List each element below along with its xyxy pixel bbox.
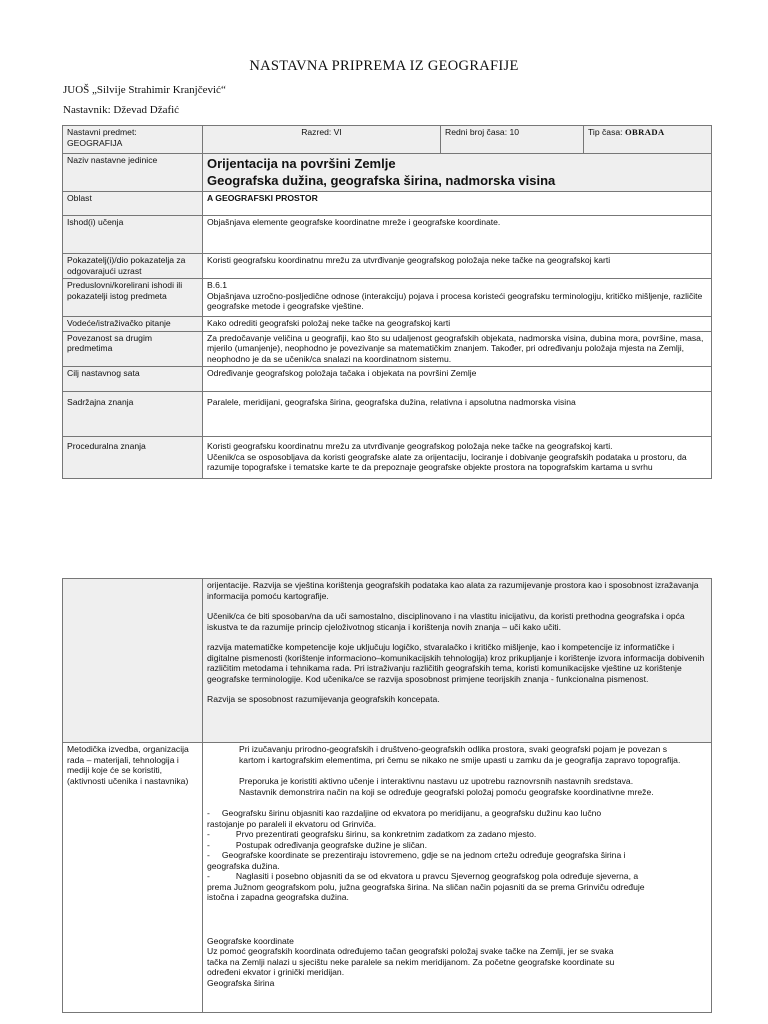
bullet-5-cont-1: prema Južnom geografskom polu, južna geografska širina. Na sličan način pojasniti da se prema Grinviču određuje (207, 881, 645, 892)
continued-paragraph-4: Razvija se sposobnost razumijevanja geografskih koncepata. (207, 694, 440, 704)
table-row (63, 437, 712, 479)
continued-label-cell (63, 579, 203, 743)
outcomes-value: Objašnjava elemente geografske koordinatne mreže i geografske koordinate. (203, 216, 712, 254)
method-line-2: kartom i kartografskim elementima, pri čemu se nikako ne smije upasti u zamku da je geografija zapravo topografija. (239, 754, 681, 765)
lesson-plan-table-2 (62, 578, 712, 1013)
table-row (63, 154, 712, 192)
lesson-type-cell (584, 126, 712, 154)
bullet-1-text: Geografsku širinu objasniti kao razdaljine od ekvatora po meridijanu, a geografsku dužinu kao lučno (221, 808, 602, 818)
links-value: Za predočavanje veličina u geografiji, kao što su udaljenost geografskih objekata, nadmorska visina, dubina mora, površine, masa, mjerilo (umanjenje), neophodno je povezivanje sa matematičkim znanjem. Također, pri određivanju položaja mjesta na Zemlji, neophodno je da se učenik/ca snalazi na koordinatnom sistemu. (203, 331, 712, 367)
bullet-5 (207, 871, 707, 882)
table-row (63, 254, 712, 279)
goal-label: Cilj nastavnog sata (63, 367, 203, 392)
bullet-dash: - (207, 808, 210, 818)
bullet-5-text: Naglasiti i posebno objasniti da se od ekvatora u pravcu Sjevernog geografskog pola određuje sjeverna, a (235, 871, 639, 881)
correlated-cell (203, 279, 712, 317)
table-row (63, 392, 712, 437)
unit-label: Naziv nastavne jedinice (63, 154, 203, 192)
table-row (63, 192, 712, 216)
document-title: NASTAVNA PRIPREMA IZ GEOGRAFIJE (249, 58, 519, 74)
correlated-label: Preduslovni/korelirani ishodi ili pokazatelji istog predmeta (63, 279, 203, 317)
table-row (63, 126, 712, 154)
procedural-line-2: Učenik/ca se osposobljava da koristi geografske alate za orijentaciju, lociranje i dobivanje geografskih podataka u prostoru, da razumije topografske i tematske karte te da prepoznaje geografske objekte prostora na topografskim kartama u svrhu (207, 451, 687, 472)
bullet-2 (207, 829, 707, 840)
lesson-type-value: OBRADA (624, 127, 665, 137)
question-value: Kako odrediti geografski položaj neke tačke na geografskoj karti (203, 317, 712, 332)
method-cell (203, 743, 712, 1013)
bullet-2-text: Prvo prezentirati geografsku širinu, sa konkretnim zadatkom za zadano mjesto. (235, 829, 537, 839)
table-row (63, 317, 712, 332)
area-value: A GEOGRAFSKI PROSTOR (203, 192, 712, 216)
lesson-plan-table-1 (62, 125, 712, 479)
coordinates-line-2: tačka na Zemlji nalazi u sjecištu neke paralele sa nekim meridijanom. Za početne geografske koordinate su (207, 956, 615, 967)
subject-value: GEOGRAFIJA (67, 137, 123, 148)
continued-paragraph-2: Učenik/ca će biti sposoban/na da uči samostalno, disciplinovano i na vlastitu inicijativu, da koristi prethodna geografska i opća iskustva te da razumije princip cjeloživotnog sticanja i korištenja novih znanja – uči kako učiti. (207, 611, 685, 632)
grade-cell: Razred: VI (203, 126, 441, 154)
goal-value: Određivanje geografskog položaja tačaka i objekata na površini Zemlje (203, 367, 712, 392)
bullet-4-text: Geografske koordinate se prezentiraju istovremeno, gdje se na jednom crtežu određuje geografska širina i (221, 850, 626, 860)
continued-paragraph-3: razvija matematičke kompetencije koje uključuju logičko, stvaralačko i kritičko mišljenje, kao i kompetencije iz informatičke i digitalne pismenosti (korištenje informaciono–komunikacijskih tehnologija) kroz prikupljanje i korištenje izvora informacija dobivenih različitim metodama i tehnikama rada. Pri istraživanju različitih geografskih tema, koristi komunikacijske vještine uz korištenje geografske terminologije. Kod učenika/ce se razvija sposobnost primjene teorijskih znanja - funkcionalna pismenost. (207, 642, 705, 684)
method-line-4: Nastavnik demonstrira način na koji se određuje geografski položaj pomoću geografske koordinativne mreže. (239, 786, 654, 797)
subject-label: Nastavni predmet: (67, 127, 137, 137)
table-row (63, 743, 712, 1013)
procedural-line-1: Koristi geografsku koordinatnu mrežu za utvrđivanje geografskog položaja neke tačke na geografskoj karti. (207, 441, 613, 451)
coordinates-line-3: određeni ekvator i grinički meridijan. (207, 967, 345, 977)
method-line-1: Pri izučavanju prirodno-geografskih i društveno-geografskih odlika prostora, svaki geografski pojam je povezan s (239, 744, 668, 754)
table-row (63, 279, 712, 317)
links-label: Povezanost sa drugim predmetima (63, 331, 203, 367)
school-name: JUOŠ „Silvije Strahimir Kranjčević“ (63, 84, 226, 96)
subject-cell (63, 126, 203, 154)
indicators-value: Koristi geografsku koordinatnu mrežu za utvrđivanje geografskog položaja neke tačke na geografskoj karti (203, 254, 712, 279)
procedural-cell (203, 437, 712, 479)
bullet-1 (207, 808, 707, 819)
bullet-1-cont: rastojanje po paraleli il ekvatoru od Grinviča. (207, 818, 377, 829)
bullet-3 (207, 840, 707, 851)
lesson-type-label: Tip časa: (588, 127, 623, 137)
bullet-dash: - (207, 850, 210, 860)
content-label: Sadržajna znanja (63, 392, 203, 437)
teacher-name: Nastavnik: Dževad Džafić (63, 104, 180, 116)
table-row (63, 579, 712, 743)
unit-title-1: Orijentacija na površini Zemlje (207, 156, 396, 171)
indicators-label: Pokazatelj(i)/dio pokazatelja za odgovarajući uzrast (63, 254, 203, 279)
outcomes-label: Ishod(i) učenja (63, 216, 203, 254)
lesson-number-cell: Redni broj časa: 10 (441, 126, 584, 154)
bullet-dash: - (207, 871, 210, 881)
continued-text-cell (203, 579, 712, 743)
method-line-3: Preporuka je koristiti aktivno učenje i interaktivnu nastavu uz upotrebu raznovrsnih nastavnih sredstava. (239, 776, 634, 786)
unit-title-cell (203, 154, 712, 192)
table-row (63, 367, 712, 392)
area-label: Oblast (63, 192, 203, 216)
unit-title-2: Geografska dužina, geografska širina, nadmorska visina (207, 173, 556, 188)
coordinates-heading: Geografske koordinate (207, 935, 294, 946)
content-value: Paralele, meridijani, geografska širina, geografska dužina, relativna i apsolutna nadmorska visina (203, 392, 712, 437)
procedural-label: Proceduralna znanja (63, 437, 203, 479)
question-label: Vodeće/istraživačko pitanje (63, 317, 203, 332)
correlated-text: Objašnjava uzročno-posljedične odnose (interakciju) pojava i procesa koristeći geografsku terminologiju, kritičko mišljenje, različite geografske metode i geografske vještine. (207, 290, 703, 311)
bullet-5-cont-2: istočna i zapadna geografska dužina. (207, 892, 349, 902)
method-label: Metodička izvedba, organizacija rada – materijali, tehnologija i mediji koje će se koristiti, (aktivnosti učenika i nastavnika) (63, 743, 203, 1013)
continued-paragraph-1: orijentacije. Razvija se vještina korištenja geografskih podataka kao alata za razumijevanje prostora kao i sposobnost izražavanja informacija pomoću kartografije. (207, 580, 699, 601)
bullet-dash: - (207, 839, 210, 850)
bullet-4-cont: geografska dužina. (207, 860, 280, 871)
bullet-dash: - (207, 829, 210, 839)
bullet-4 (207, 850, 707, 861)
coordinates-line-1: Uz pomoć geografskih koordinata određujemo tačan geografski položaj svake tačke na Zemlji, jer se svaka (207, 946, 614, 956)
latitude-heading: Geografska širina (207, 977, 275, 988)
bullet-3-text: Postupak određivanja geografske dužine je sličan. (235, 839, 427, 850)
table-row (63, 216, 712, 254)
table-row (63, 331, 712, 367)
correlated-code: B.6.1 (207, 280, 228, 290)
